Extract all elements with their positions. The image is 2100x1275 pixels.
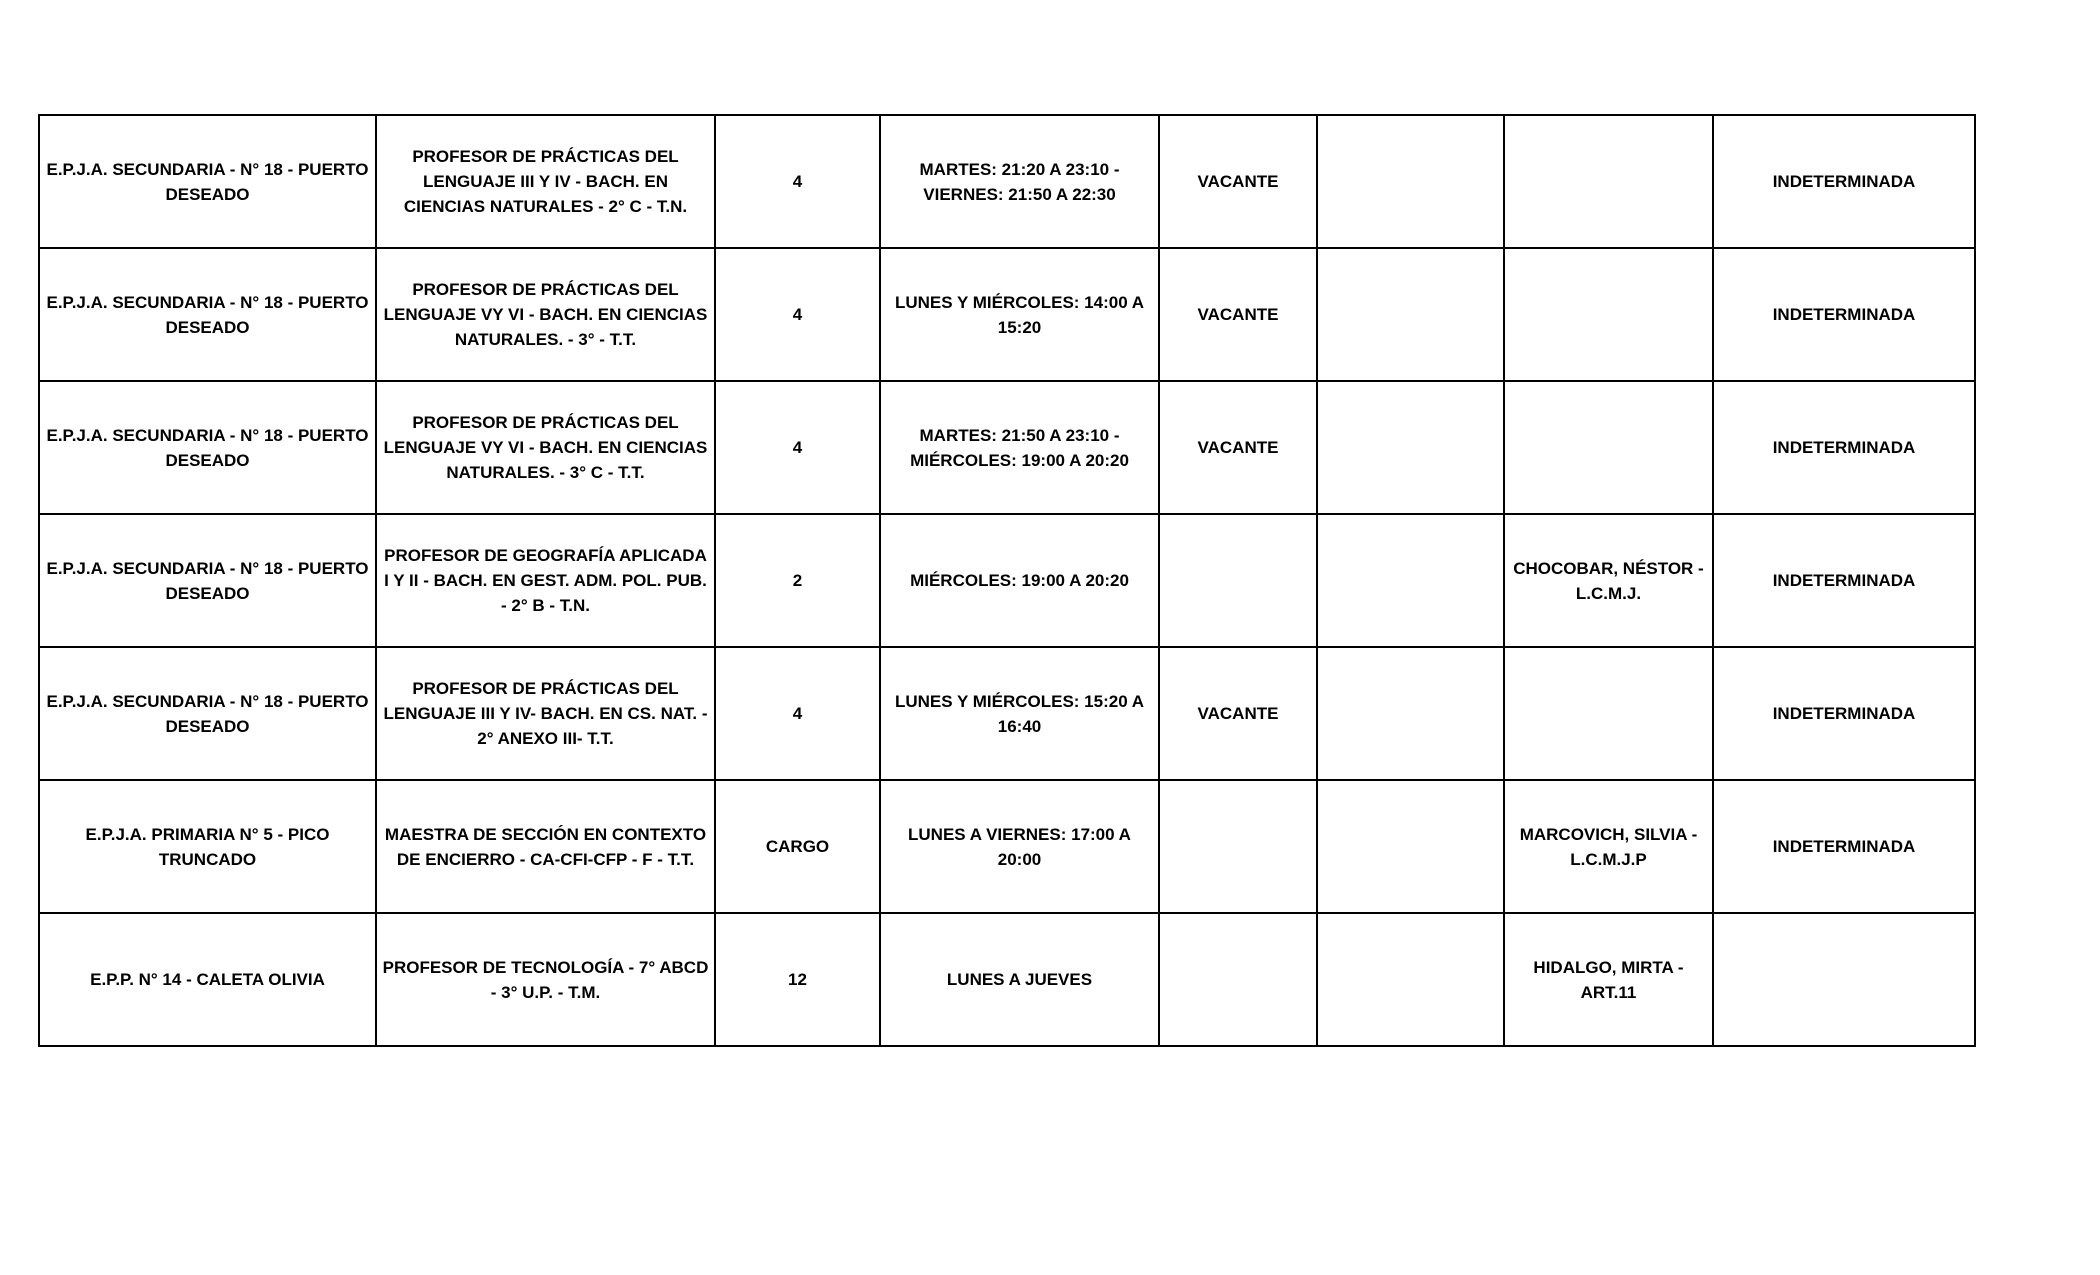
cell-text: E.P.J.A. PRIMARIA N° 5 - PICO TRUNCADO — [85, 824, 330, 869]
cell-text: CHOCOBAR, NÉSTOR - L.C.M.J. — [1513, 558, 1704, 603]
cell-text: E.P.J.A. SECUNDARIA - N° 18 - PUERTO DESEADO — [46, 292, 369, 337]
position-cell — [376, 248, 715, 381]
holder-cell — [1504, 780, 1713, 913]
school-cell — [39, 115, 376, 248]
status-cell — [1159, 248, 1317, 381]
position-cell — [376, 780, 715, 913]
holder-cell — [1504, 647, 1713, 780]
cell-text: INDETERMINADA — [1772, 172, 1916, 191]
table-row — [39, 780, 1975, 913]
holder-cell — [1504, 381, 1713, 514]
empty-cell — [1317, 381, 1504, 514]
cell-text: E.P.J.A. SECUNDARIA - N° 18 - PUERTO DESEADO — [46, 691, 369, 736]
cell-text: LUNES Y MIÉRCOLES: 15:20 A 16:40 — [894, 691, 1145, 736]
status-cell — [1159, 913, 1317, 1046]
table-row — [39, 115, 1975, 248]
position-cell — [376, 381, 715, 514]
schedule-cell — [880, 780, 1159, 913]
duration-cell — [1713, 913, 1975, 1046]
position-cell — [376, 115, 715, 248]
school-cell — [39, 248, 376, 381]
table-row — [39, 514, 1975, 647]
cell-text: HIDALGO, MIRTA - ART.11 — [1533, 957, 1684, 1002]
table-row — [39, 913, 1975, 1046]
cell-text: LUNES Y MIÉRCOLES: 14:00 A 15:20 — [894, 292, 1145, 337]
cell-text: MAESTRA DE SECCIÓN EN CONTEXTO DE ENCIERRO - CA-CFI-CFP - F - T.T. — [384, 824, 707, 869]
cell-text: E.P.P. N° 14 - CALETA OLIVIA — [90, 970, 325, 989]
empty-cell — [1317, 115, 1504, 248]
cell-text: MIÉRCOLES: 19:00 A 20:20 — [910, 571, 1129, 590]
school-cell — [39, 780, 376, 913]
cell-text: VACANTE — [1197, 704, 1279, 723]
cell-text: E.P.J.A. SECUNDARIA - N° 18 - PUERTO DESEADO — [46, 425, 369, 470]
cell-text: MARCOVICH, SILVIA - L.C.M.J.P — [1519, 824, 1698, 869]
schedule-cell — [880, 248, 1159, 381]
cell-text: 12 — [788, 970, 807, 989]
position-cell — [376, 647, 715, 780]
cell-text: E.P.J.A. SECUNDARIA - N° 18 - PUERTO DESEADO — [46, 558, 369, 603]
status-cell — [1159, 647, 1317, 780]
table-row — [39, 248, 1975, 381]
cell-text: 4 — [792, 704, 803, 723]
position-cell — [376, 913, 715, 1046]
cell-text: PROFESOR DE TECNOLOGÍA - 7° ABCD - 3° U.P. - T.M. — [382, 957, 709, 1002]
cell-text: INDETERMINADA — [1772, 305, 1916, 324]
status-cell — [1159, 115, 1317, 248]
duration-cell — [1713, 647, 1975, 780]
cell-text: PROFESOR DE PRÁCTICAS DEL LENGUAJE VY VI - BACH. EN CIENCIAS NATURALES. - 3° - T.T. — [383, 280, 708, 349]
cell-text: E.P.J.A. SECUNDARIA - N° 18 - PUERTO DESEADO — [46, 159, 369, 204]
cell-text: PROFESOR DE GEOGRAFÍA APLICADA I Y II - BACH. EN GEST. ADM. POL. PUB. - 2° B - T.N. — [384, 546, 707, 615]
hours-cell — [715, 913, 880, 1046]
hours-cell — [715, 115, 880, 248]
schedule-cell — [880, 381, 1159, 514]
duration-cell — [1713, 381, 1975, 514]
status-cell — [1159, 381, 1317, 514]
position-cell — [376, 514, 715, 647]
cell-text: LUNES A JUEVES — [946, 970, 1093, 989]
schedule-cell — [880, 647, 1159, 780]
hours-cell — [715, 647, 880, 780]
cell-text: 4 — [792, 438, 803, 457]
empty-cell — [1317, 913, 1504, 1046]
school-cell — [39, 381, 376, 514]
status-cell — [1159, 780, 1317, 913]
cell-text: MARTES: 21:20 A 23:10 - VIERNES: 21:50 A 22:30 — [919, 159, 1120, 204]
empty-cell — [1317, 780, 1504, 913]
status-cell — [1159, 514, 1317, 647]
duration-cell — [1713, 514, 1975, 647]
table-body — [39, 115, 1975, 1046]
cell-text: VACANTE — [1197, 438, 1279, 457]
hours-cell — [715, 514, 880, 647]
duration-cell — [1713, 115, 1975, 248]
empty-cell — [1317, 514, 1504, 647]
empty-cell — [1317, 248, 1504, 381]
cell-text: PROFESOR DE PRÁCTICAS DEL LENGUAJE VY VI - BACH. EN CIENCIAS NATURALES. - 3° C - T.T. — [383, 413, 708, 482]
cell-text: INDETERMINADA — [1772, 571, 1916, 590]
schedule-cell — [880, 514, 1159, 647]
cell-text: PROFESOR DE PRÁCTICAS DEL LENGUAJE III Y IV - BACH. EN CIENCIAS NATURALES - 2° C - T.N. — [403, 147, 688, 216]
holder-cell — [1504, 913, 1713, 1046]
schedule-cell — [880, 115, 1159, 248]
holder-cell — [1504, 514, 1713, 647]
school-cell — [39, 913, 376, 1046]
school-cell — [39, 514, 376, 647]
schedule-cell — [880, 913, 1159, 1046]
cell-text: 2 — [792, 571, 803, 590]
cell-text: VACANTE — [1197, 172, 1279, 191]
cell-text: INDETERMINADA — [1772, 704, 1916, 723]
duration-cell — [1713, 780, 1975, 913]
cell-text: 4 — [792, 172, 803, 191]
hours-cell — [715, 780, 880, 913]
vacancy-table — [38, 114, 1976, 1047]
duration-cell — [1713, 248, 1975, 381]
school-cell — [39, 647, 376, 780]
hours-cell — [715, 248, 880, 381]
cell-text: LUNES A VIERNES: 17:00 A 20:00 — [908, 824, 1131, 869]
cell-text: INDETERMINADA — [1772, 438, 1916, 457]
cell-text: PROFESOR DE PRÁCTICAS DEL LENGUAJE III Y IV- BACH. EN CS. NAT. - 2° ANEXO III- T.T. — [383, 679, 708, 748]
holder-cell — [1504, 115, 1713, 248]
cell-text: CARGO — [765, 837, 830, 856]
holder-cell — [1504, 248, 1713, 381]
table-row — [39, 381, 1975, 514]
empty-cell — [1317, 647, 1504, 780]
cell-text: 4 — [792, 305, 803, 324]
cell-text: VACANTE — [1197, 305, 1279, 324]
cell-text: INDETERMINADA — [1772, 837, 1916, 856]
table-row — [39, 647, 1975, 780]
cell-text: MARTES: 21:50 A 23:10 - MIÉRCOLES: 19:00 A 20:20 — [910, 425, 1129, 470]
hours-cell — [715, 381, 880, 514]
